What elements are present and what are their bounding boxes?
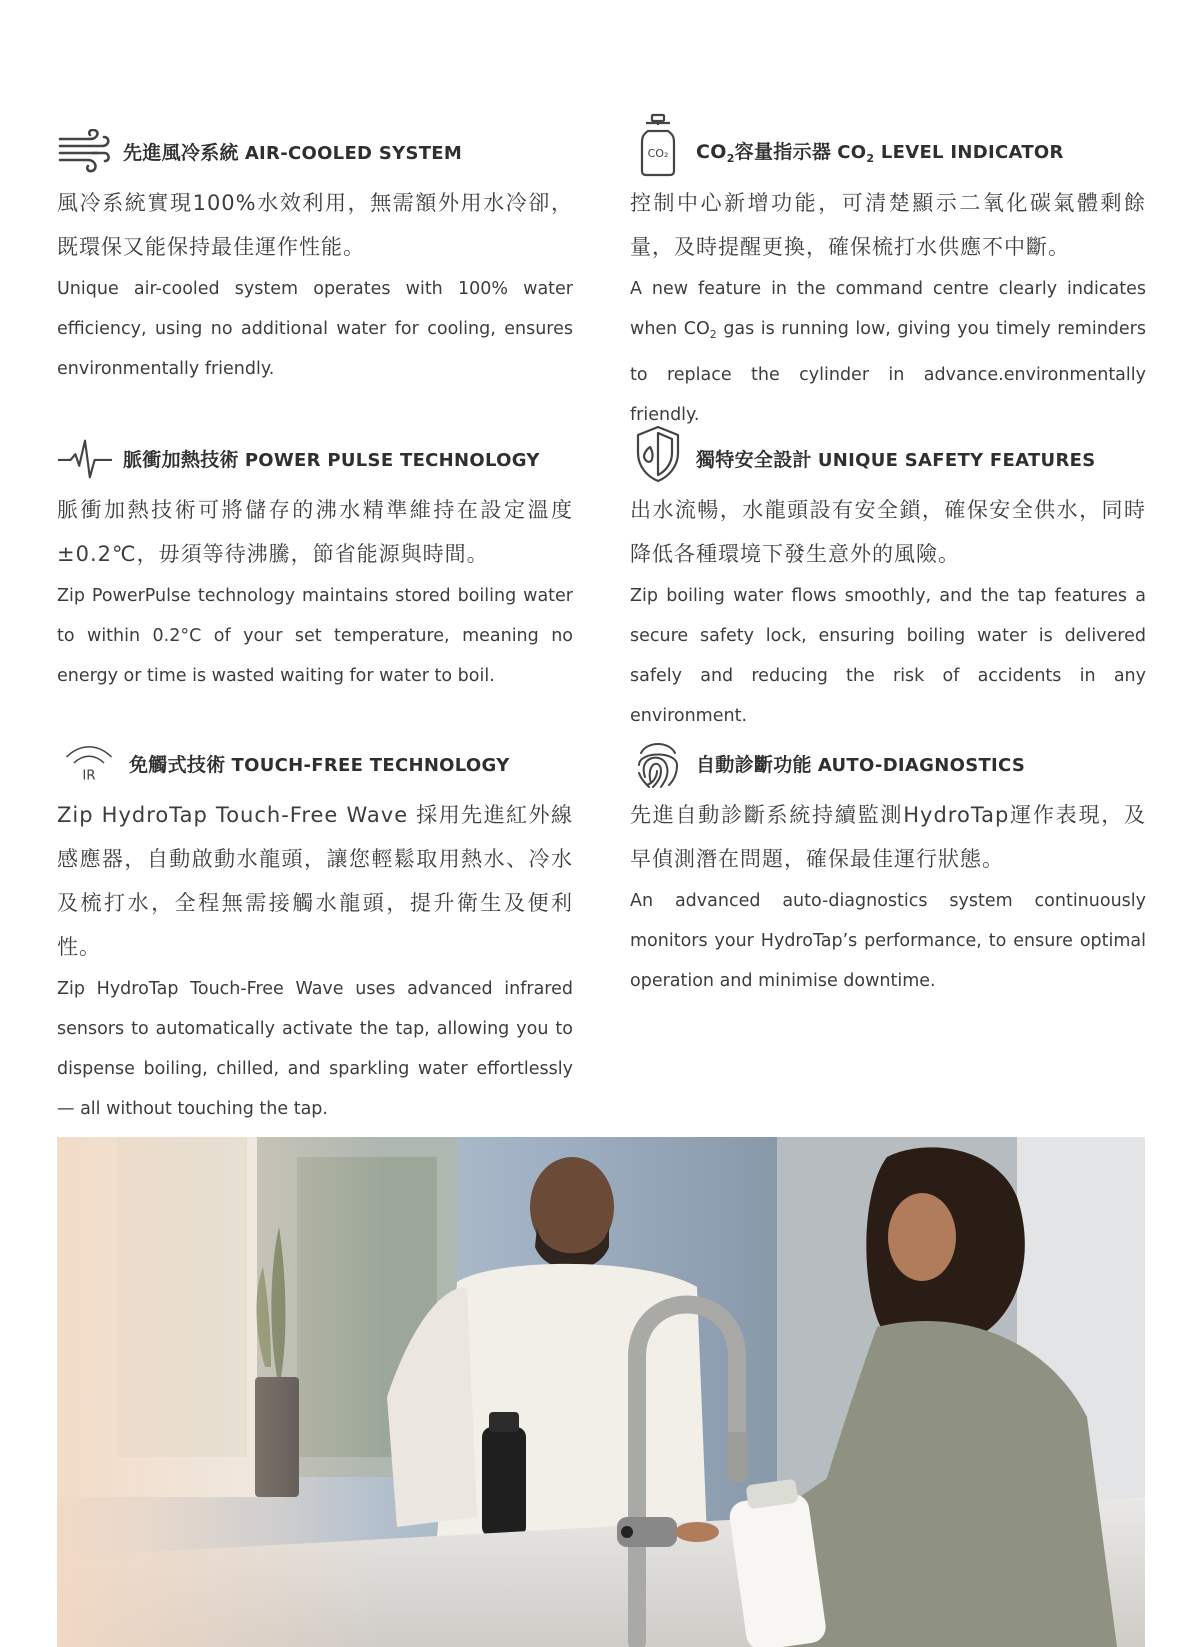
ir-icon-label: IR <box>82 767 96 784</box>
feature-title <box>57 430 573 486</box>
feature-auto-diagnostics <box>630 735 1146 1001</box>
pulse-icon <box>57 430 113 486</box>
heading-zh-sub: 2 <box>726 152 735 165</box>
feature-heading <box>123 138 462 165</box>
feature-touch-free <box>57 735 573 1129</box>
heading-en: POWER PULSE TECHNOLOGY <box>244 449 540 471</box>
body-en: Zip boiling water flows smoothly, and the tap features a secure safety lock, ensuring boiling water is delivered safely and reducing the risk of accidents in any environment. <box>630 586 1146 726</box>
body-zh: 風冷系統實現100%水效利用，無需額外用水冷卻，既環保又能保持最佳運作性能。 <box>57 191 573 259</box>
heading-zh: 自動診斷功能 <box>696 753 812 776</box>
body-en: Zip PowerPulse technology maintains stored boiling water to within 0.2°C of your set temperature, meaning no energy or time is wasted waiting for water to boil. <box>57 586 573 686</box>
body-en-post: gas is running low, giving you timely reminders to replace the cylinder in advance.environmentally friendly. <box>630 319 1146 425</box>
feature-heading <box>123 445 540 472</box>
body-en-sub: 2 <box>709 328 717 341</box>
body-zh: 控制中心新增功能，可清楚顯示二氧化碳氣體剩餘量，及時提醒更換，確保梳打水供應不中斷。 <box>630 191 1146 259</box>
heading-zh: 免觸式技術 <box>129 753 226 776</box>
feature-heading <box>696 137 1064 165</box>
feature-title <box>57 735 573 791</box>
heading-zh-post: 容量指示器 <box>734 141 832 163</box>
body-zh: Zip HydroTap Touch-Free Wave 採用先進紅外線感應器，自動啟動水龍頭，讓您輕鬆取用熱水、冷水及梳打水，全程無需接觸水龍頭，提升衛生及便利性。 <box>57 803 573 959</box>
feature-heading <box>696 445 1095 472</box>
heading-zh: 脈衝加熱技術 <box>123 448 239 471</box>
feature-title <box>630 735 1146 791</box>
heading-en <box>837 142 1063 163</box>
feature-co2-indicator <box>630 123 1146 435</box>
co2-icon-label: CO₂ <box>647 147 669 160</box>
body-zh: 先進自動診斷系統持續監測HydroTap運作表現，及早偵測潛在問題，確保最佳運行狀態。 <box>630 803 1146 871</box>
body-en <box>630 269 1146 435</box>
feature-power-pulse <box>57 430 573 696</box>
heading-en-sub: 2 <box>866 152 875 165</box>
heading-zh-pre: CO <box>696 141 727 163</box>
feature-title <box>57 123 573 179</box>
body-en: Zip HydroTap Touch-Free Wave uses advanced infrared sensors to automatically activate the tap, allowing you to dispense boiling, chilled, and sparkling water effortlessly — all without touching the tap. <box>57 979 573 1119</box>
heading-zh: 獨特安全設計 <box>696 448 812 471</box>
feature-air-cooled <box>57 123 573 389</box>
fingerprint-icon <box>630 735 686 791</box>
feature-safety <box>630 430 1146 736</box>
heading-en: TOUCH-FREE TECHNOLOGY <box>231 754 510 776</box>
body-en-pre: A new feature in the command centre clearly indicates when CO <box>630 279 1146 339</box>
infrared-icon <box>57 735 113 791</box>
body-zh: 脈衝加熱技術可將儲存的沸水精準維持在設定溫度±0.2℃，毋須等待沸騰，節省能源與時間。 <box>57 498 573 566</box>
heading-en: AUTO-DIAGNOSTICS <box>817 754 1026 776</box>
heading-en-post: LEVEL INDICATOR <box>874 142 1064 163</box>
heading-en: UNIQUE SAFETY FEATURES <box>817 449 1096 471</box>
shield-icon <box>630 430 686 486</box>
feature-heading <box>696 750 1025 777</box>
body-zh: 出水流暢，水龍頭設有安全鎖，確保安全供水，同時降低各種環境下發生意外的風險。 <box>630 498 1146 566</box>
heading-zh: 先進風冷系統 <box>123 141 239 164</box>
co2-cylinder-icon <box>630 123 686 179</box>
feature-title <box>630 430 1146 486</box>
kitchen-scene-photo <box>57 1137 1145 1647</box>
wind-icon <box>57 123 113 179</box>
feature-title <box>630 123 1146 179</box>
heading-en-pre: CO <box>837 142 867 163</box>
heading-zh <box>696 141 831 163</box>
body-en: Unique air-cooled system operates with 100% water efficiency, using no additional water for cooling, ensures environmentally friendly. <box>57 279 573 379</box>
body-en: An advanced auto-diagnostics system continuously monitors your HydroTap’s performance, to ensure optimal operation and minimise downtime. <box>630 891 1146 991</box>
heading-en: AIR-COOLED SYSTEM <box>244 142 463 164</box>
feature-heading <box>129 750 510 777</box>
